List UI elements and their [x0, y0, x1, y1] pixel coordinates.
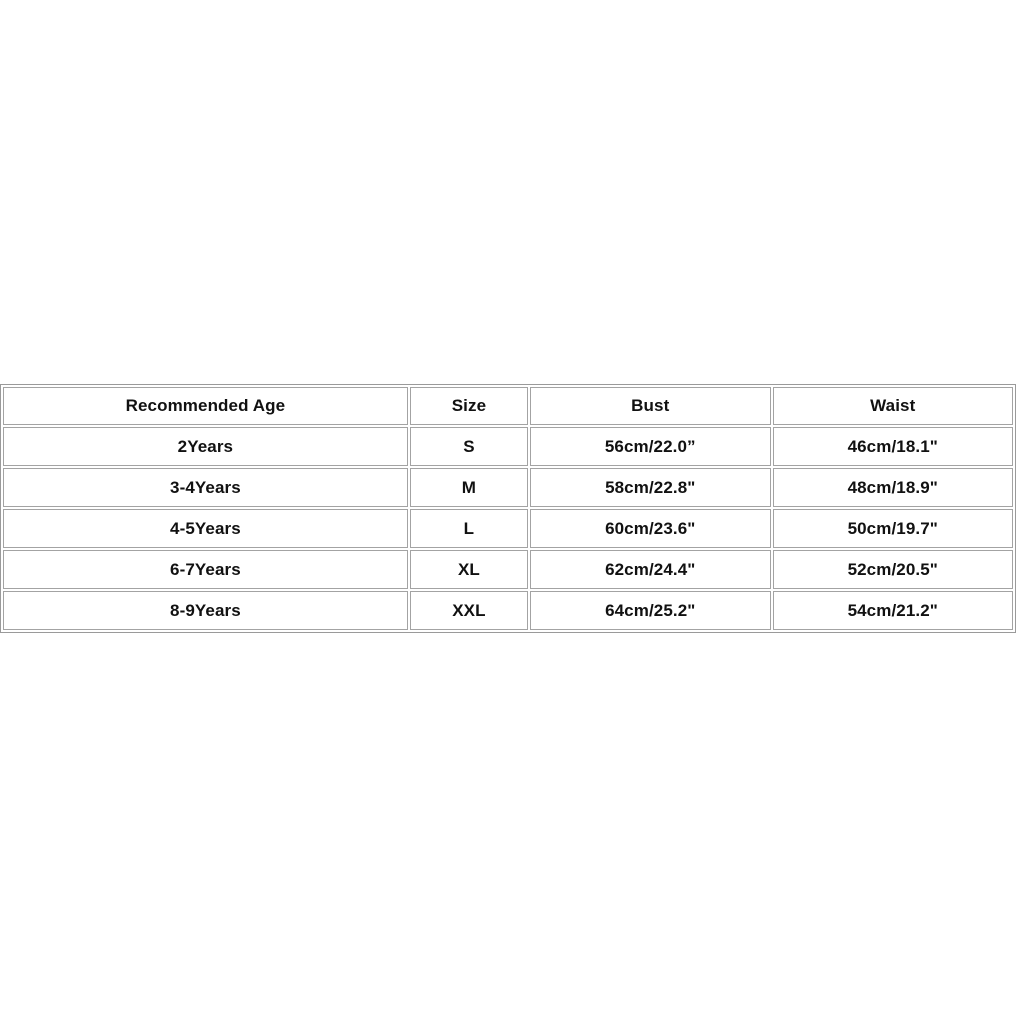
size-chart-table [0, 384, 1016, 633]
table-row [3, 550, 1013, 589]
table-row [3, 427, 1013, 466]
cell-size: M [410, 468, 528, 507]
cell-age: 6-7Years [3, 550, 408, 589]
cell-waist: 52cm/20.5" [773, 550, 1014, 589]
header-waist: Waist [773, 387, 1014, 425]
cell-bust: 56cm/22.0” [530, 427, 770, 466]
header-size: Size [410, 387, 528, 425]
cell-age: 8-9Years [3, 591, 408, 630]
cell-bust: 62cm/24.4" [530, 550, 770, 589]
cell-age: 2Years [3, 427, 408, 466]
cell-waist: 46cm/18.1" [773, 427, 1014, 466]
cell-bust: 58cm/22.8" [530, 468, 770, 507]
cell-size: L [410, 509, 528, 548]
cell-bust: 60cm/23.6" [530, 509, 770, 548]
header-recommended-age: Recommended Age [3, 387, 408, 425]
table-row [3, 509, 1013, 548]
cell-waist: 48cm/18.9" [773, 468, 1014, 507]
header-row [3, 387, 1013, 425]
cell-age: 3-4Years [3, 468, 408, 507]
table-row [3, 468, 1013, 507]
size-chart [1, 385, 1015, 632]
cell-waist: 50cm/19.7" [773, 509, 1014, 548]
cell-size: XXL [410, 591, 528, 630]
cell-waist: 54cm/21.2" [773, 591, 1014, 630]
cell-age: 4-5Years [3, 509, 408, 548]
cell-bust: 64cm/25.2" [530, 591, 770, 630]
cell-size: S [410, 427, 528, 466]
header-bust: Bust [530, 387, 770, 425]
table-row [3, 591, 1013, 630]
cell-size: XL [410, 550, 528, 589]
